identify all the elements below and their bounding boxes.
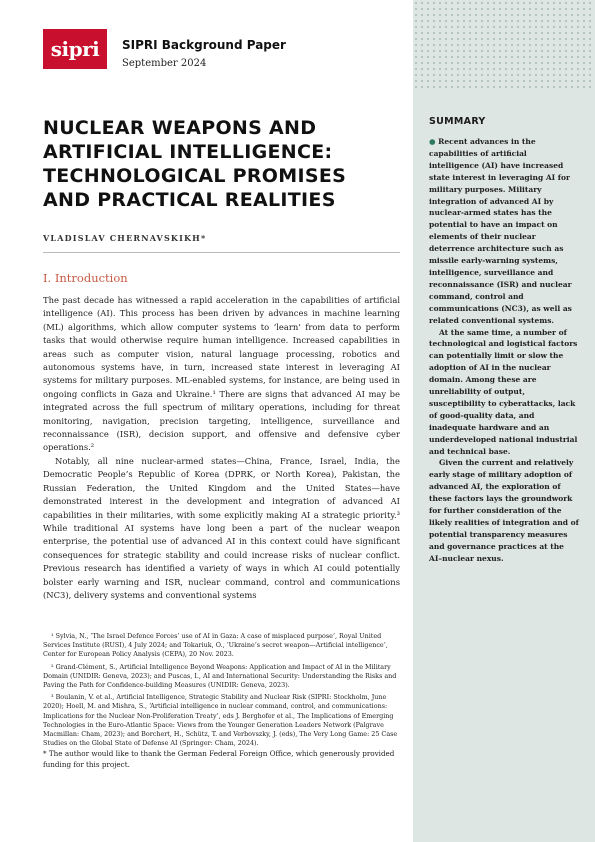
bullet-icon: ●	[429, 137, 436, 146]
summary-paragraph: Given the current and relatively early stage of military adoption of advanced AI, the exploration of these factors lays the groundwork for further consideration of the likely realities of integration and of potential transparency measures and governance practices at the AI–nuclear nexus.	[429, 458, 579, 563]
title-line: NUCLEAR WEAPONS AND	[43, 117, 317, 139]
acknowledgement-note: * The author would like to thank the German Federal Foreign Office, which generously provided funding for this project.	[43, 749, 395, 769]
summary-paragraph: At the same time, a number of technological and logistical factors can potentially limit or slow the adoption of AI in the nuclear domain. Among these are unreliability of output, susceptibility to cyberattacks, lack of good-quality data, and inadequate hardware and an underdeveloped national industrial and technical base.	[429, 327, 578, 456]
page-title	[43, 116, 403, 212]
section-heading: I. Introduction	[43, 271, 128, 285]
divider	[43, 252, 400, 253]
body-paragraph: The past decade has witnessed a rapid acceleration in the capabilities of artificial intelligence (AI). This process has been driven by advances in machine learning (ML) algorithms, which allow computer systems to ‘learn’ from data to perform tasks that would otherwise require human intelligence. Increased capabilities in areas such as computer vision, natural language processing, robotics and autonomous systems have, in turn, increased state interest in leveraging AI systems for military purposes. ML-enabled systems, for instance, are being used in ongoing conflicts in Gaza and Ukraine.¹ There are signs that advanced AI may be integrated across the full spectrum of military operations, including for threat monitoring, navigation, precision targeting, intelligence, surveillance and reconnaissance (ISR), decision support, and offensive and defensive cyber operations.²	[43, 295, 400, 453]
footnote: ³ Boulanin, V. et al., Artificial Intelligence, Strategic Stability and Nuclear Risk (SIPRI: Stockholm, June 2020); Hoell, M. and Mishra, S., ‘Artificial intelligence in nuclear command, control, and communications: Implications for the Nuclear Non-Proliferation Treaty’, eds J. Berghofer et al., The Implications of Emerging Technologies in the Euro-Atlantic Space: Views from the Younger Generation Leaders Network (Palgrave Macmillan: Cham, 2023); and Borchert, H., Schütz, T. and Verbovszky, J. (eds), The Very Long Game: 25 Case Studies on the Global State of Defense AI (Springer: Cham, 2024).	[43, 693, 398, 748]
footnote: ¹ Sylvia, N., ‘The Israel Defence Forces’ use of AI in Gaza: A case of misplaced purpose’, Royal United Services Institute (RUSI), 4 July 2024; and Tokariuk, O., ‘Ukraine’s secret weapon—Artificial intelligence’, Center for European Policy Analysis (CEPA), 20 Nov. 2023.	[43, 632, 388, 659]
summary-text	[429, 136, 579, 565]
dot-pattern-decoration	[413, 0, 595, 90]
summary-heading: SUMMARY	[429, 116, 486, 127]
series-title: SIPRI Background Paper	[122, 38, 286, 52]
author-name: VLADISLAV CHERNAVSKIKH*	[43, 233, 207, 243]
footnotes	[43, 632, 400, 751]
summary-paragraph-text: Recent advances in the capabilities of artificial intelligence (AI) have increased state interest in leveraging AI for military purposes. Military integration of advanced AI by nuclear-armed states has the potential to have an impact on elements of their nuclear deterrence architecture such as missile early-warning systems, intelligence, surveillance and reconnaissance (ISR) and nuclear command, control and communications (NC3), as well as related conventional systems.	[429, 137, 572, 325]
body-text	[43, 294, 400, 602]
title-line: TECHNOLOGICAL PROMISES	[43, 165, 347, 187]
sipri-logo: sipri	[43, 29, 107, 69]
body-paragraph: Notably, all nine nuclear-armed states—China, France, Israel, India, the Democratic People’s Republic of Korea (DPRK, or North Korea), Pakistan, the Russian Federation, the United Kingdom and the United States—have demonstrated interest in the development and integration of advanced AI capabilities in their militaries, with some explicitly making AI a strategic priority.³ While traditional AI systems have long been a part of the nuclear weapon enterprise, the potential use of advanced AI in this context could have significant consequences for strategic stability and could increase risks of nuclear conflict. Previous research has identified a variety of ways in which AI could potentially bolster early warning and ISR, nuclear command, control and communications (NC3), delivery systems and conventional systems	[43, 455, 400, 600]
summary-paragraph	[429, 136, 579, 327]
publication-date: September 2024	[122, 58, 207, 69]
title-line: AND PRACTICAL REALITIES	[43, 189, 336, 211]
title-line: ARTIFICIAL INTELLIGENCE:	[43, 141, 333, 163]
footnote: ² Grand-Clément, S., Artificial Intelligence Beyond Weapons: Application and Impact of AI in the Military Domain (UNIDIR: Geneva, 2023); and Puscas, I., AI and International Security: Understanding the Risks and Paving the Path for Confidence-building Measures (UNIDIR: Geneva, 2023).	[43, 662, 397, 690]
